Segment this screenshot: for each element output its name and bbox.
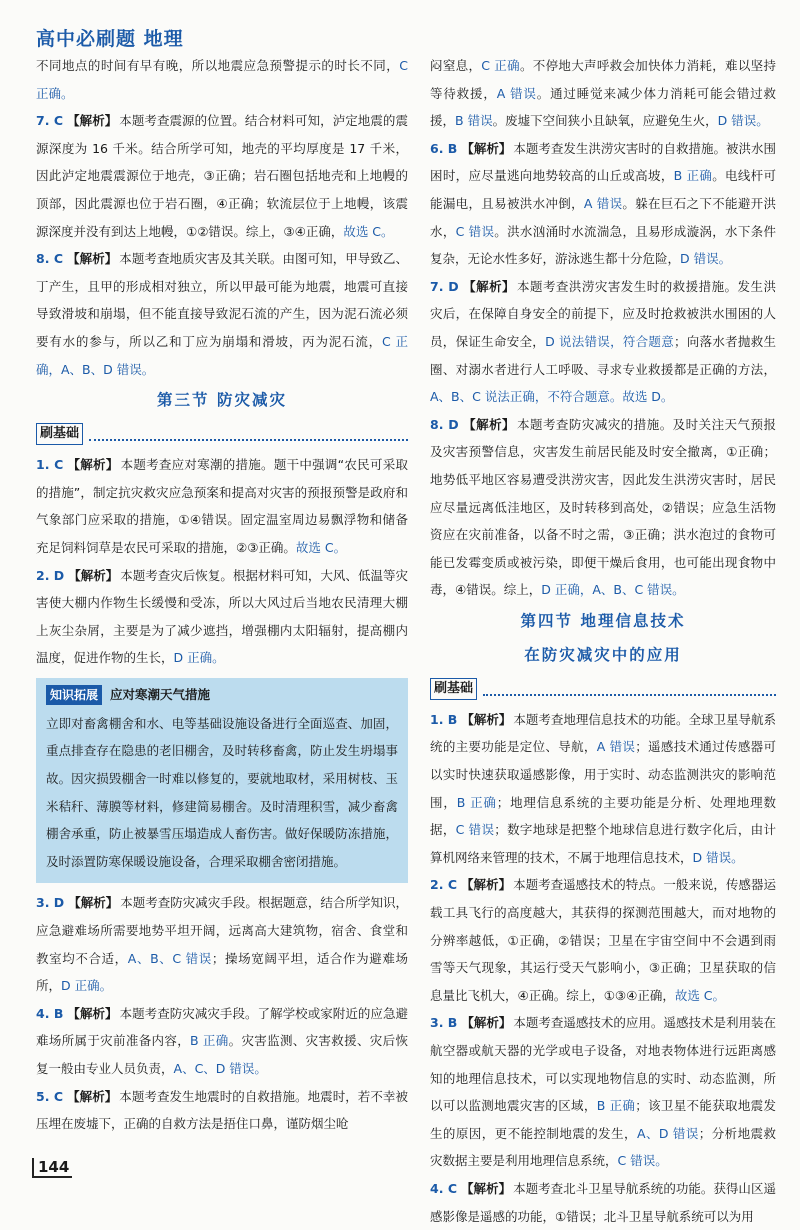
extension-tag: 知识拓展 [46,685,102,705]
question-number: 7. D [430,278,459,294]
answer-continuation: 闷窒息，C 正确。不停地大声呼救会加快体力消耗，难以坚持等待救援，A 错误。通过睡觉来减少体力消耗可能会错过救援，B 错误。废墟下空间狭小且缺氧，应避免生火，D 错误。 [430,58,776,129]
section-title: 第四节 地理信息技术 [520,611,686,630]
page-header-title: 高中必刷题 地理 [36,28,184,50]
answer-q1: 1. C 【解析】 本题考查应对寒潮的措施。题干中强调“农民可采取的措施”，制定抗灾救灾应急预案和提高对灾害的预报预警是政府和气象部门应采取的措施，①④错误。固定温室周边易飘浮物和储备充足饲料饲草是农民可采取的措施，②③正确。故选 C。 [36,457,408,555]
dotted-divider [89,427,408,441]
answer-q8: 8. D 【解析】 本题考查防灾减灾的措施。及时关注天气预报及灾害预警信息，灾害发生前居民能及时安全撤离，①正确；地势低平地区容易遭受洪涝灾害，因此发生洪涝灾害时，居民应尽量远离低洼地区，及时转移到高处，②错误；应急生活物资应在灾前准备，以备不时之需，③正确；洪水泡过的食物可能已发霉变质或被污染，即便干燥后食用，也可能出现食物中毒，④错误。综上，D 正确，A、B、C 错误。 [430,416,776,598]
jichu-heading [430,676,776,702]
section-subtitle: 在防灾减灾中的应用 [524,645,682,664]
answer-continuation: 不同地点的时间有早有晚，所以地震应急预警提示的时长不同，C 正确。 [36,58,408,101]
knowledge-extension-box [36,678,408,884]
question-number: 2. C [430,877,457,893]
question-number: 3. D [36,895,65,911]
question-number: 8. D [430,416,459,432]
left-column [36,52,408,1138]
extension-title: 应对寒潮天气措施 [110,686,211,702]
answer-q8: 8. C 【解析】 本题考查地质灾害及其关联。由图可知，甲导致乙、丁产生，且甲的形成相对独立，所以甲最可能为地震，地震可直接导致滑坡和崩塌，但不能直接导致泥石流的产生，因为泥石流必须要有水的参与，所以乙和丁应为崩塌和滑坡，丙为泥石流，C 正确，A、B、D 错误。 [36,251,408,377]
answer-q4: 4. B 【解析】 本题考查防灾减灾手段。了解学校或家附近的应急避难场所属于灾前准备内容，B 正确。灾害监测、灾害救援、灾后恢复一般由专业人员负责，A、C、D 错误。 [36,1005,408,1076]
question-number: 1. B [430,711,458,727]
answer-q7: 7. C 【解析】 本题考查震源的位置。结合材料可知，泸定地震的震源深度为 16 千米。结合所学可知，地壳的平均厚度是 17 千米，因此泸定地震震源位于地壳，③正确；岩石圈包括地壳和上地幔的顶部，因此震源也位于岩石圈，④正确；软流层位于上地幔，该震源深度并没有到达上地幔，①②错误。综上，③④正确，故选 C。 [36,113,408,239]
question-number: 4. B [36,1005,64,1021]
jichu-heading [36,421,408,447]
right-column [430,52,776,1230]
answer-q5: 5. C 【解析】 本题考查发生地震时的自救措施。地震时，若不幸被压埋在废墟下，正确的自救方法是捂住口鼻，谨防烟尘呛 [36,1088,408,1132]
answer-q6: 6. B 【解析】 本题考查发生洪涝灾害时的自救措施。被洪水围困时，应尽量逃向地势较高的山丘或高坡，B 正确。电线杆可能漏电，且易被洪水冲倒，A 错误。躲在巨石之下不能避开洪水，C 错误。洪水汹涌时水流湍急，且易形成漩涡，水下条件复杂，无论水性多好，游泳逃生都十分危险，D 错误。 [430,140,776,267]
dotted-divider [483,682,776,696]
extension-header [46,682,398,708]
question-number: 7. C [36,113,64,129]
answer-q2: 2. C 【解析】 本题考查遥感技术的特点。一般来说，传感器运载工具飞行的高度越大，其获得的探测范围越大，而对地物的分辨率越低，①正确，②错误；卫星在宇宙空间中不会遇到雨雪等天气现象，其运行受天气影响小，③正确；卫星获取的信息量比飞机大，④正确。综上，①③④正确，故选 C。 [430,877,776,1003]
jichu-label: 刷基础 [430,678,477,700]
answer-q3: 3. B 【解析】 本题考查遥感技术的应用。遥感技术是利用装在航空器或航天器的光学或电子设备，对地表物体进行远距离感知的地理信息技术，可以实现地物信息的实时、动态监测，所以可以监测地震灾害的区域，B 正确；该卫星不能获取地震发生的原因，更不能控制地震的发生，A、D 错误；分析地震救灾数据主要是利用地理信息系统，C 错误。 [430,1015,776,1169]
answer-q1: 1. B 【解析】 本题考查地理信息技术的功能。全球卫星导航系统的主要功能是定位、导航，A 错误；遥感技术通过传感器可以实时快速获取遥感影像，用于实时、动态监测洪灾的影响范围，B 正确；地理信息系统的主要功能是分析、处理地理数据，C 错误；数字地球是把整个地球信息进行数字化后，由计算机网络来管理的技术，不属于地理信息技术，D 错误。 [430,711,776,865]
answer-q4: 4. C 【解析】 本题考查北斗卫星导航系统的功能。获得山区遥感影像是遥感的功能，①错误；北斗卫星导航系统可以为用 [430,1180,776,1224]
answer-q2: 2. D 【解析】 本题考查灾后恢复。根据材料可知，大风、低温等灾害使大棚内作物生长缓慢和受冻，所以大风过后当地农民清理大棚上灰尘杂屑，主要是为了减少遮挡，增强棚内太阳辐射，提高棚内温度，促进作物的生长，D 正确。 [36,567,408,666]
question-number: 3. B [430,1015,458,1031]
question-number: 2. D [36,567,65,583]
question-number: 1. C [36,457,64,473]
question-number: 5. C [36,1088,64,1104]
section-title: 第三节 防灾减灾 [157,391,287,410]
page-number: 144 [32,1158,72,1178]
question-number: 6. B [430,140,458,156]
answer-q7: 7. D 【解析】 本题考查洪涝灾害发生时的救援措施。发生洪灾后，在保障自身安全的前提下，应及时抢救被洪水围困的人员，保证生命安全，D 说法错误，符合题意；向落水者抛救生圈、对溺水者进行人工呼吸、寻求专业救援都是正确的方法，A、B、C 说法正确，不符合题意。故选 D。 [430,278,776,405]
extension-text: 立即对畜禽棚舍和水、电等基础设施设备进行全面巡查、加固，重点排查存在隐患的老旧棚舍，及时转移畜禽，防止发生坍塌事故。因灾损毁棚舍一时难以修复的，要就地取材，采用树枝、玉米秸秆、薄膜等材料，修建简易棚舍。及时清理积雪，减少畜禽棚舍承重，防止被暴雪压塌造成人畜伤害。做好保暖防冻措施，及时添置防寒保暖设施设备，合理采取棚舍密闭措施。 [46,715,398,869]
jichu-label: 刷基础 [36,423,83,445]
answer-q3: 3. D 【解析】 本题考查防灾减灾手段。根据题意，结合所学知识，应急避难场所需要地势平坦开阔，远离高大建筑物，宿舍、食堂和教室均不合适，A、B、C 错误；操场宽阔平坦，适合作为避难场所，D 正确。 [36,895,408,994]
question-number: 4. C [430,1180,457,1196]
question-number: 8. C [36,251,64,267]
